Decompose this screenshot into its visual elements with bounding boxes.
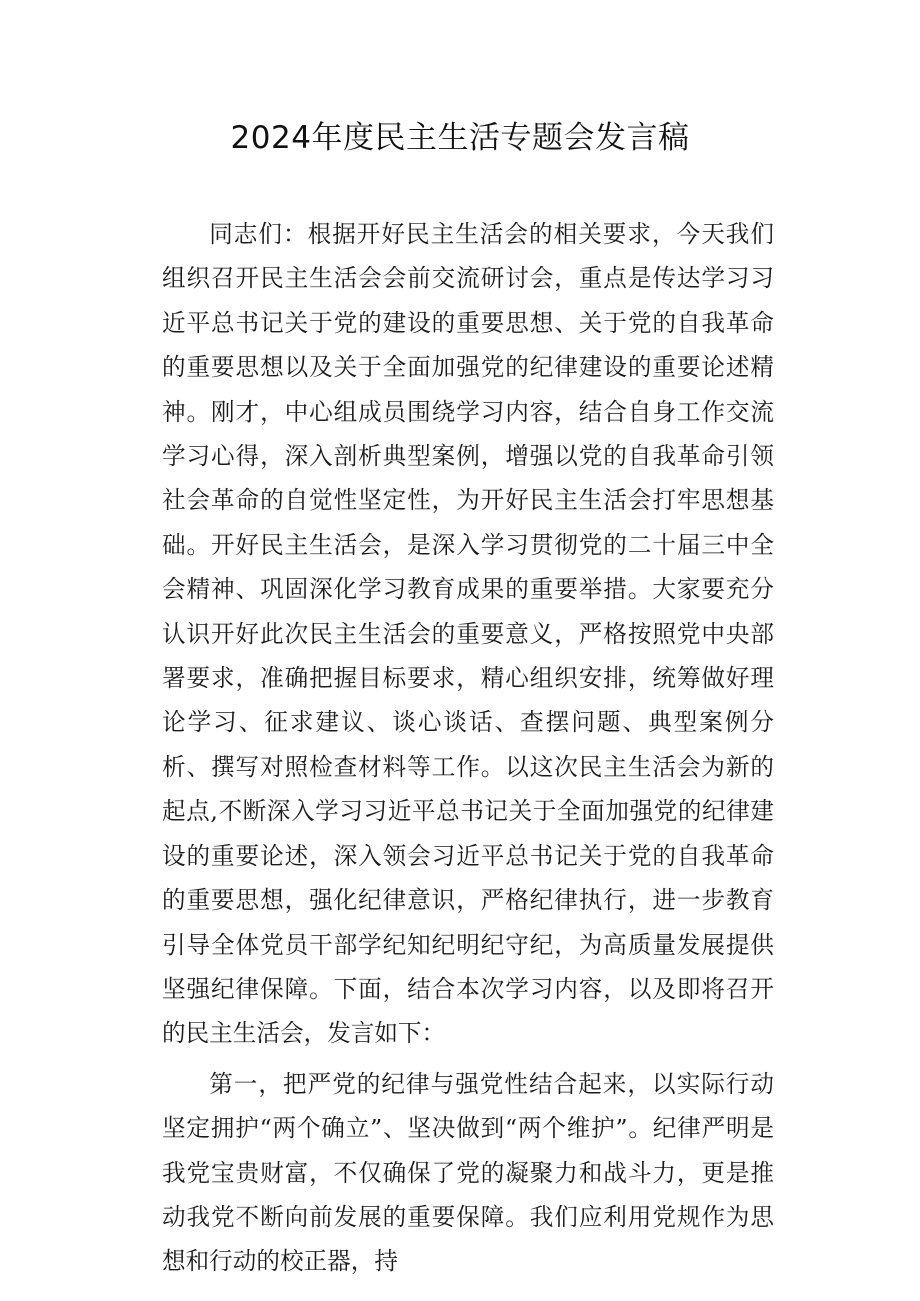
paragraph-first-point: 第一，把严党的纪律与强党性结合起来，以实际行动坚定拥护“两个确立”、坚决做到“两个维护”。纪律严明是我党宝贵财富，不仅确保了党的凝聚力和战斗力，更是推动我党不断向前发展的重要保障。我们应利用党规作为思想和行动的校正器，持 (162, 1069, 774, 1276)
document-body (162, 212, 774, 1284)
document-title: 2024年度民主生活专题会发言稿 (230, 120, 690, 156)
paragraph-intro: 同志们：根据开好民主生活会的相关要求，今天我们组织召开民主生活会会前交流研讨会，重点是传达学习习近平总书记关于党的建设的重要思想、关于党的自我革命的重要思想以及关于全面加强党的纪律建设的重要论述精神。刚才，中心组成员围绕学习内容，结合自身工作交流学习心得，深入剖析典型案例，增强以党的自我革命引领社会革命的自觉性坚定性，为开好民主生活会打牢思想基础。开好民主生活会，是深入学习贯彻党的二十届三中全会精神、巩固深化学习教育成果的重要举措。大家要充分认识开好此次民主生活会的重要意义，严格按照党中央部署要求，准确把握目标要求，精心组织安排，统筹做好理论学习、征求建议、谈心谈话、查摆问题、典型案例分析、撰写对照检查材料等工作。以这次民主生活会为新的起点,不断深入学习习近平总书记关于全面加强党的纪律建设的重要论述，深入领会习近平总书记关于党的自我革命的重要思想，强化纪律意识，严格纪律执行，进一步教育引导全体党员干部学纪知纪明纪守纪，为高质量发展提供坚强纪律保障。下面，结合本次学习内容，以及即将召开的民主生活会，发言如下： (162, 220, 774, 1048)
